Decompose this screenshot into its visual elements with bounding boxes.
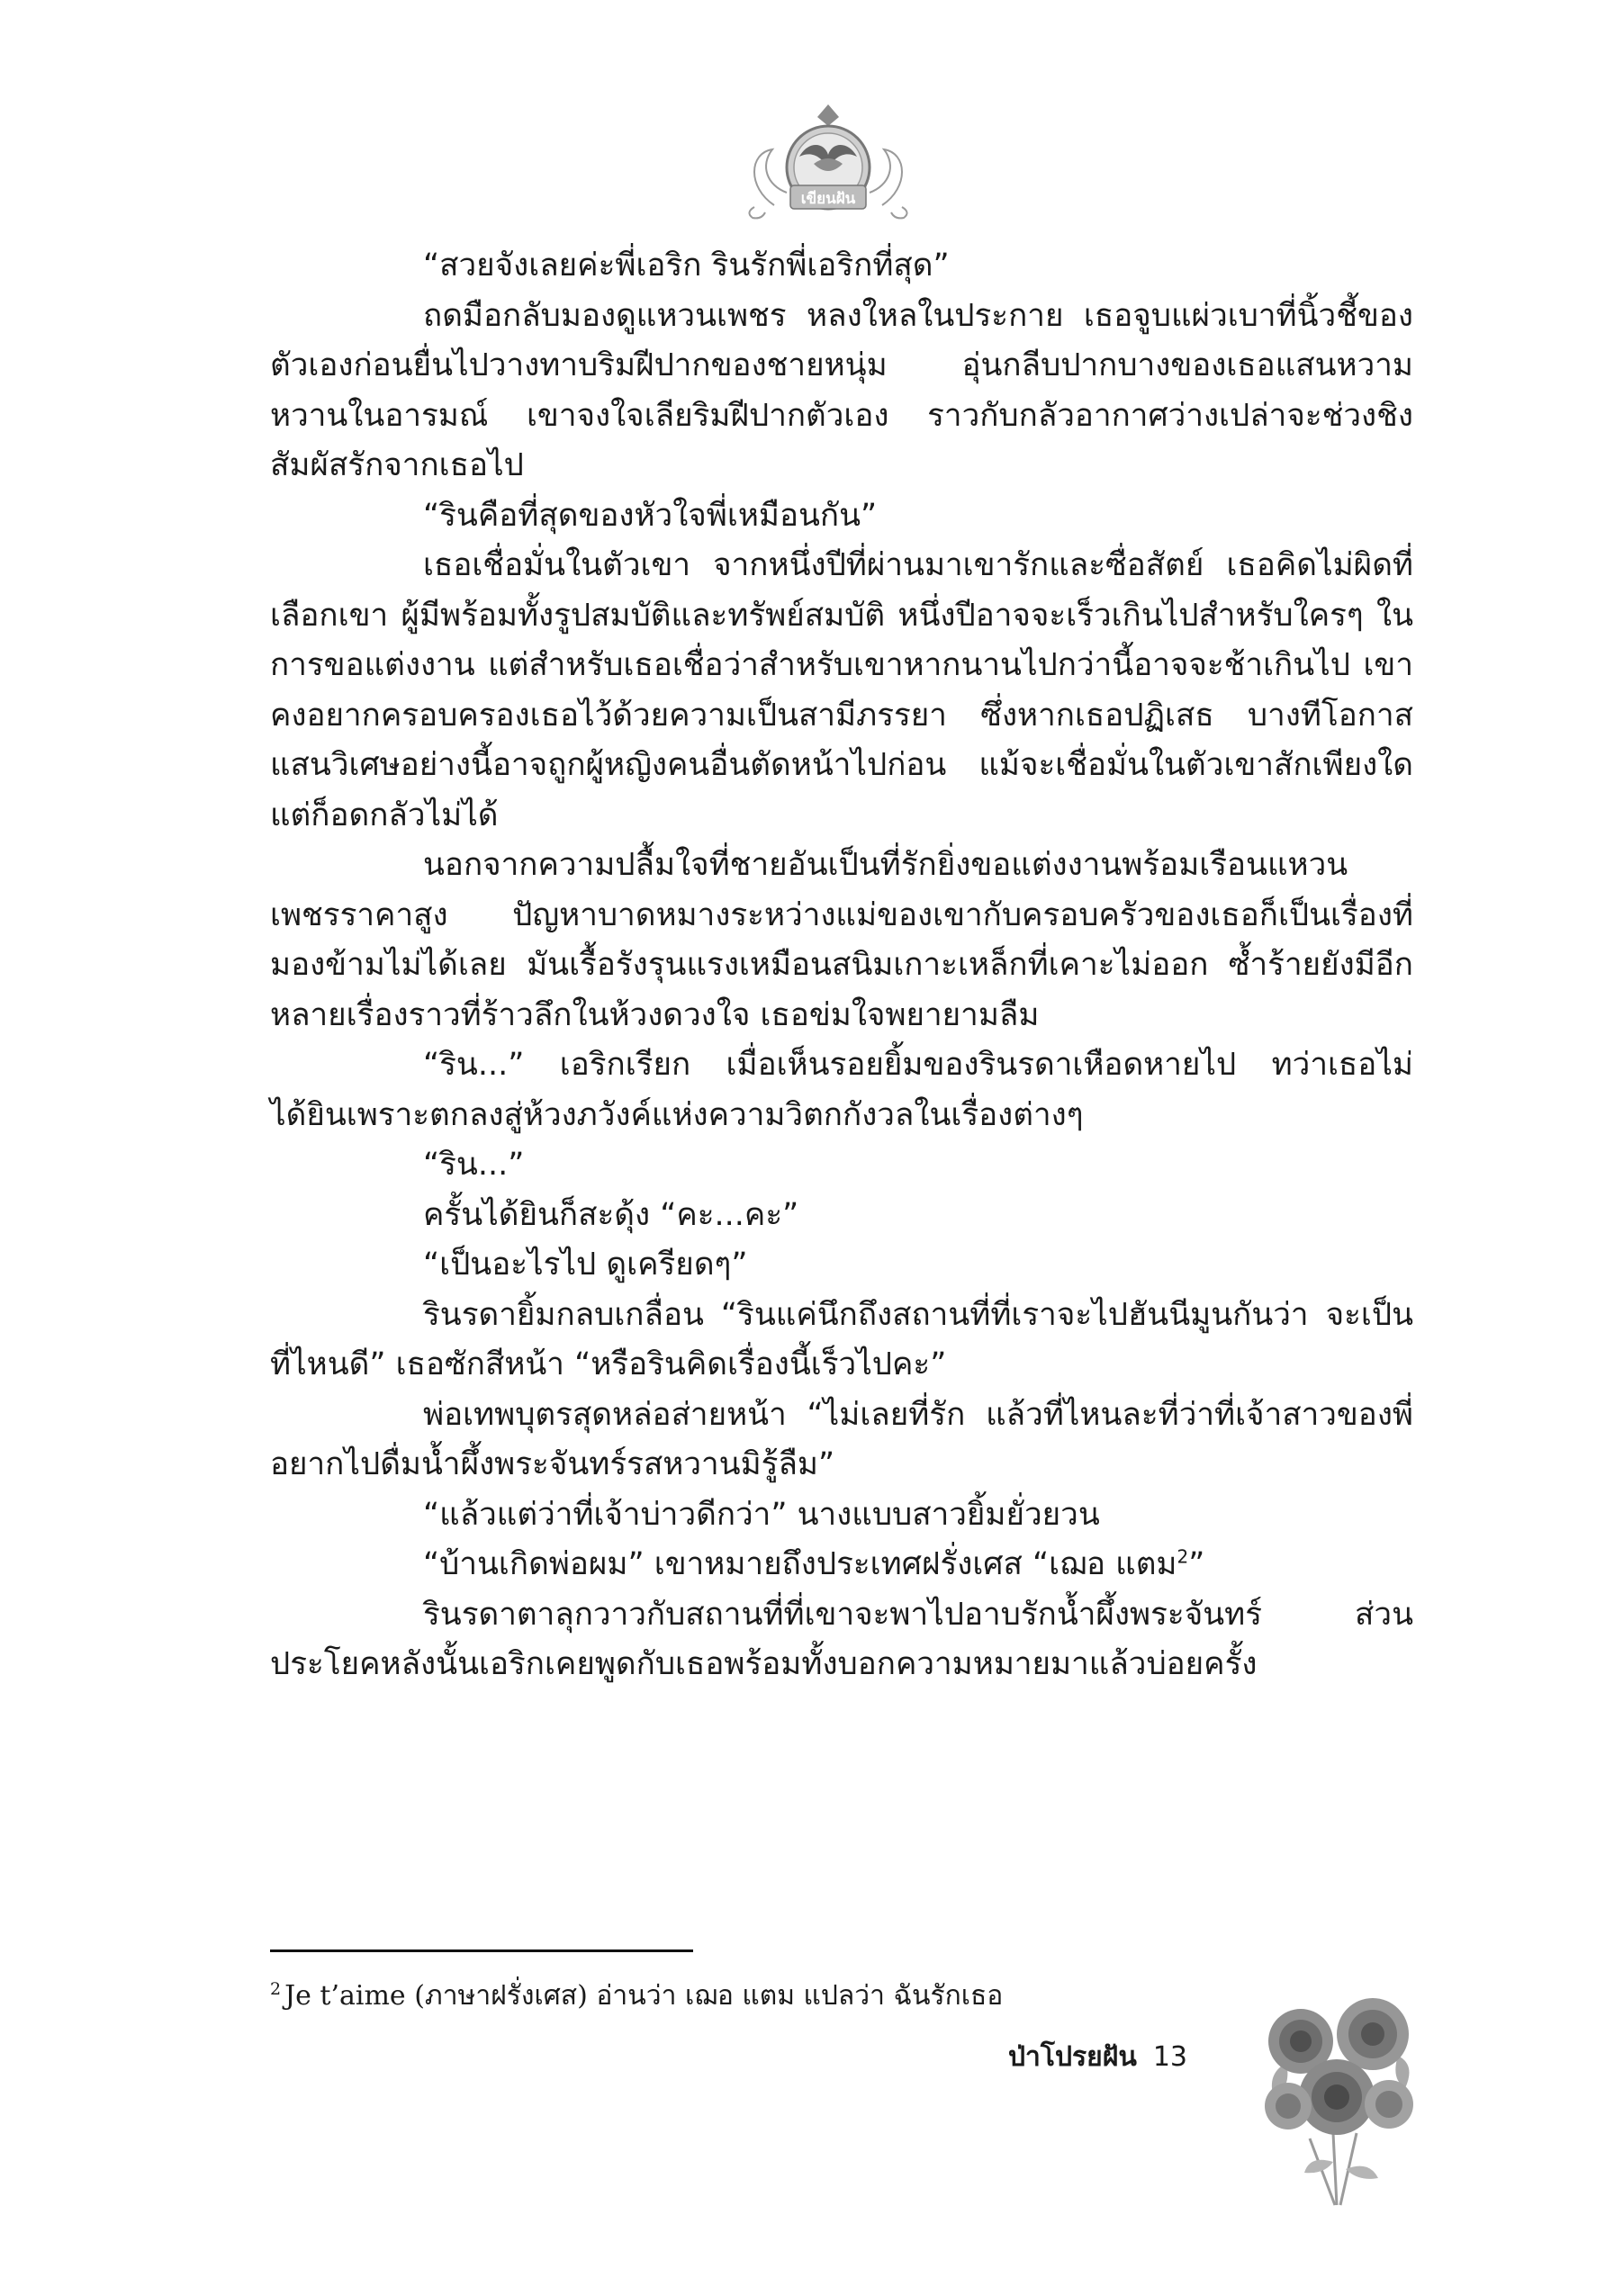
book-title: ป่าโปรยฝัน — [1008, 2041, 1137, 2073]
paragraph-text: พ่อเทพบุตรสุดหล่อส่ายหน้า “ไม่เลยที่รัก แล้วที่ไหนละที่ว่าที่เจ้าสาวของพี่อยากไปดื่มน้ำผึ้งพระจันทร์รสหวานมิรู้ลืม” — [270, 1396, 1413, 1482]
paragraph — [270, 541, 1413, 841]
paragraph-text: “บ้านเกิดพ่อผม” เขาหมายถึงประเทศฝรั่งเศส “เฌอ แตม — [423, 1546, 1177, 1582]
main-text — [270, 241, 1413, 1690]
paragraph-text: รินรดาตาลุกวาวกับสถานที่ที่เขาจะพาไปอาบรักน้ำผึ้งพระจันทร์ ส่วนประโยคหลังนั้นเอริกเคยพูดกับเธอพร้อมทั้งบอกความหมายมาแล้วบ่อยครั้ง — [270, 1596, 1413, 1682]
paragraph-text-tail: ” — [1188, 1546, 1205, 1582]
paragraph-text: “ริน...” เอริกเรียก เมื่อเห็นรอยยิ้มของรินรดาเหือดหายไป ทว่าเธอไม่ได้ยินเพราะตกลงสู่ห้วงภวังค์แห่งความวิตกกังวลในเรื่องต่างๆ — [270, 1047, 1413, 1133]
footnote-number: 2 — [270, 1979, 282, 1999]
publisher-logo — [738, 99, 918, 234]
paragraph — [270, 1191, 1413, 1241]
paragraph-text: นอกจากความปลื้มใจที่ชายอันเป็นที่รักยิ่งขอแต่งงานพร้อมเรือนแหวนเพชรราคาสูง ปัญหาบาดหมางระหว่างแม่ของเขากับครอบครัวของเธอก็เป็นเรื่องที่มองข้ามไม่ได้เลย มันเรื้อรังรุนแรงเหมือนสนิมเกาะเหล็กที่เคาะไม่ออก ซ้ำร้ายยังมีอีกหลายเรื่องราวที่ร้าวลึกในห้วงดวงใจ เธอข่มใจพยายามลืม — [270, 847, 1413, 1033]
footnote-divider — [270, 1949, 693, 1952]
paragraph-text: รินรดายิ้มกลบเกลื่อน “รินแค่นึกถึงสถานที่ที่เราจะไปฮันนีมูนกันว่า จะเป็นที่ไหนดี” เธอซักสีหน้า “หรือรินคิดเรื่องนี้เร็วไปคะ” — [270, 1296, 1413, 1382]
paragraph-text: “รินคือที่สุดของหัวใจพี่เหมือนกัน” — [423, 497, 878, 534]
paragraph-text: “เป็นอะไรไป ดูเครียดๆ” — [423, 1247, 748, 1283]
paragraph — [270, 491, 1413, 542]
footnote-text: Je t’aime (ภาษาฝรั่งเศส) อ่านว่า เฌอ แตม แปลว่า ฉันรักเธอ — [284, 1980, 1004, 2012]
paragraph — [270, 1240, 1413, 1291]
page-number: 13 — [1152, 2041, 1188, 2073]
paragraph — [270, 1291, 1413, 1391]
paragraph — [270, 1490, 1413, 1541]
paragraph-text: “แล้วแต่ว่าที่เจ้าบ่าวดีกว่า” นางแบบสาวยิ้มยั่วยวน — [423, 1496, 1100, 1533]
logo-text: เขียนฝัน — [800, 190, 856, 208]
paragraph — [270, 1590, 1413, 1690]
paragraph-text: เธอเชื่อมั่นในตัวเขา จากหนึ่งปีที่ผ่านมาเขารักและซื่อสัตย์ เธอคิดไม่ผิดที่เลือกเขา ผู้มีพร้อมทั้งรูปสมบัติและทรัพย์สมบัติ หนึ่งปีอาจจะเร็วเกินไปสำหรับใครๆ ในการขอแต่งงาน แต่สำหรับเธอเชื่อว่าสำหรับเขาหากนานไปกว่านี้อาจจะช้าเกินไป เขาคงอยากครอบครองเธอไว้ด้วยความเป็นสามีภรรยา ซึ่งหากเธอปฏิเสธ บางทีโอกาสแสนวิเศษอย่างนี้อาจถูกผู้หญิงคนอื่นตัดหน้าไปก่อน แม้จะเชื่อมั่นในตัวเขาสักเพียงใดแต่ก็อดกลัวไม่ได้ — [270, 547, 1413, 833]
rose-bouquet-image — [1247, 1962, 1431, 2214]
paragraph — [270, 1040, 1413, 1140]
paragraph-text: ครั้นได้ยินก็สะดุ้ง “คะ...คะ” — [423, 1196, 799, 1233]
paragraph — [270, 1540, 1413, 1590]
paragraph — [270, 1140, 1413, 1191]
paragraph-text: ถดมือกลับมองดูแหวนเพชร หลงใหลในประกาย เธอจูบแผ่วเบาที่นิ้วชี้ของตัวเองก่อนยื่นไปวางทาบริมฝีปากของชายหนุ่ม อุ่นกลีบปากบางของเธอแสนหวามหวานในอารมณ์ เขาจงใจเลียริมฝีปากตัวเอง ราวกับกลัวอากาศว่างเปล่าจะช่วงชิงสัมผัสรักจากเธอไป — [270, 297, 1413, 483]
paragraph — [270, 292, 1413, 491]
paragraph-text: “ริน...” — [423, 1147, 525, 1183]
paragraph — [270, 841, 1413, 1040]
footnote-reference: 2 — [1177, 1545, 1189, 1568]
paragraph-text: “สวยจังเลยค่ะพี่เอริก รินรักพี่เอริกที่สุด” — [423, 248, 950, 284]
paragraph — [270, 1391, 1413, 1490]
footnote — [270, 1978, 1350, 2014]
page-footer — [1008, 2036, 1187, 2078]
paragraph — [270, 241, 1413, 292]
